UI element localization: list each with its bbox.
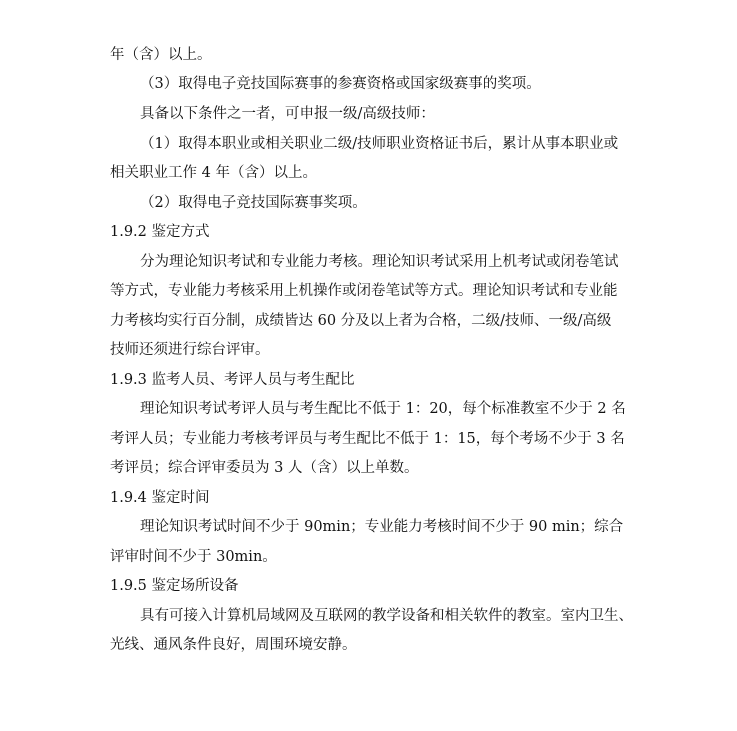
paragraph-line: 考评员；综合评审委员为 3 人（含）以上单数。 (110, 460, 419, 476)
paragraph-line: 年（含）以上。 (110, 47, 212, 63)
paragraph-line: 考评人员；专业能力考核考评员与考生配比不低于 1：15，每个考场不少于 3 名 (110, 431, 625, 447)
paragraph-line: 具备以下条件之一者，可申报一级/高级技师： (140, 106, 435, 122)
paragraph-line: 等方式，专业能力考核采用上机操作或闭卷笔试等方式。理论知识考试和专业能 (110, 283, 618, 299)
paragraph-line: 力考核均实行百分制，成绩皆达 60 分及以上者为合格，二级/技师、一级/高级 (110, 313, 612, 329)
paragraph-line: 技师还须进行综台评审。 (110, 342, 270, 358)
paragraph-line: （3）取得电子竞技国际赛事的参赛资格或国家级赛事的奖项。 (140, 76, 541, 92)
paragraph-line: 光线、通风条件良好，周围环境安静。 (110, 637, 357, 653)
paragraph-line: 相关职业工作 4 年（含）以上。 (110, 165, 317, 181)
section-heading: 1.9.4 鉴定时间 (110, 490, 210, 506)
paragraph-line: 具有可接入计算机局域网及互联网的教学设备和相关软件的教室。室内卫生、 (140, 608, 633, 624)
section-heading: 1.9.3 监考人员、考评人员与考生配比 (110, 372, 355, 388)
paragraph-line: 评审时间不少于 30min。 (110, 549, 277, 565)
section-heading: 1.9.5 鉴定场所设备 (110, 578, 239, 594)
paragraph-line: 理论知识考试考评人员与考生配比不低于 1：20，每个标准教室不少于 2 名 (140, 401, 626, 417)
paragraph-line: 理论知识考试时间不少于 90min；专业能力考核时间不少于 90 min；综合 (140, 519, 624, 535)
paragraph-line: （1）取得本职业或相关职业二级/技师职业资格证书后，累计从事本职业或 (140, 136, 619, 152)
paragraph-line: （2）取得电子竞技国际赛事奖项。 (140, 195, 367, 211)
paragraph-line: 分为理论知识考试和专业能力考核。理论知识考试采用上机考试或闭卷笔试 (140, 254, 619, 270)
section-heading: 1.9.2 鉴定方式 (110, 224, 210, 240)
